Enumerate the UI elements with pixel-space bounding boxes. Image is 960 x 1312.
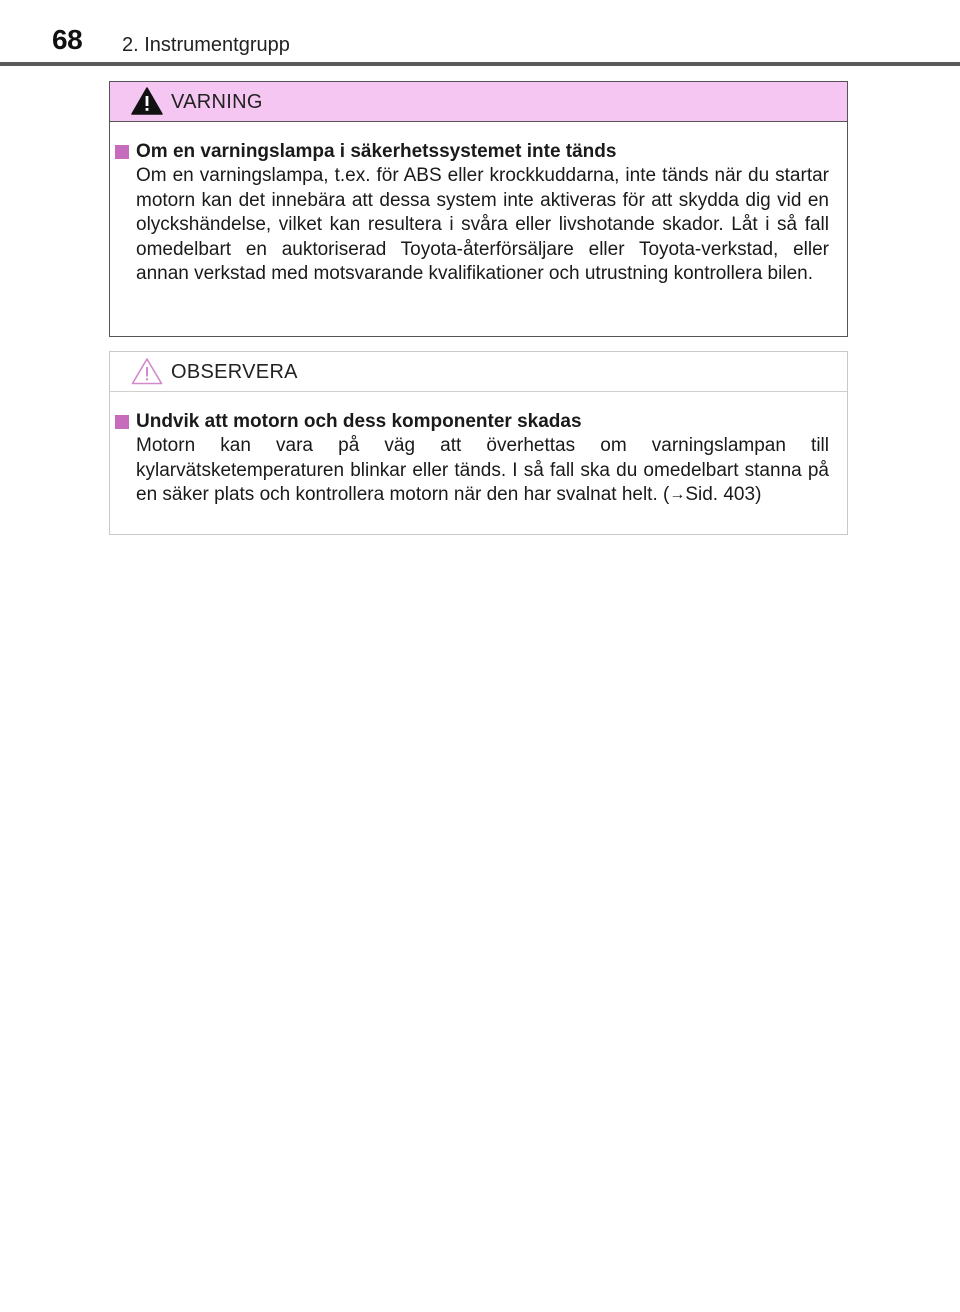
warning-box-header bbox=[110, 82, 847, 122]
notice-box-header bbox=[110, 352, 847, 392]
warning-box bbox=[109, 81, 848, 337]
section-title: 2. Instrumentgrupp bbox=[122, 34, 290, 56]
notice-item-text bbox=[110, 434, 829, 509]
notice-text-main: Motorn kan vara på väg att överhettas om varningslampan till kylarvätsketemperaturen blinkar eller tänds. I så fall ska du omedelbart stanna på en säker plats och kontrollera motorn när den har svalnat helt. ( bbox=[136, 435, 829, 505]
header-rule bbox=[0, 62, 960, 66]
warning-item-title-text: Om en varningslampa i säkerhetssystemet inte tänds bbox=[136, 141, 617, 162]
notice-box-body bbox=[110, 392, 847, 509]
arrow-right-icon: → bbox=[669, 486, 686, 503]
notice-label: OBSERVERA bbox=[171, 361, 298, 383]
notice-box bbox=[109, 351, 848, 535]
warning-item-text: Om en varningslampa, t.ex. för ABS eller krockkuddarna, inte tänds när du startar motorn kan det innebära att dessa system inte aktiveras för att skydda dig vid en olyckshändelse, vilket kan resultera i svåra eller livshotande skador. Låt i så fall omedelbart en auktoriserad Toyota-återförsäljare eller Toyota-verkstad, eller annan verkstad med motsvarande kvalifikationer och utrustning kontrollera bilen. bbox=[136, 165, 829, 284]
bullet-square-icon bbox=[115, 415, 129, 429]
warning-item-title bbox=[110, 140, 829, 164]
page-reference-link[interactable]: Sid. 403) bbox=[685, 484, 762, 505]
caution-triangle-icon bbox=[130, 356, 164, 386]
warning-label: VARNING bbox=[171, 91, 263, 113]
warning-triangle-icon bbox=[130, 86, 164, 116]
page-header bbox=[0, 0, 960, 66]
bullet-square-icon bbox=[115, 145, 129, 159]
page-number: 68 bbox=[52, 24, 83, 55]
warning-box-body bbox=[110, 122, 847, 287]
notice-item-title-text: Undvik att motorn och dess komponenter skadas bbox=[136, 411, 582, 432]
notice-item-title bbox=[110, 410, 829, 434]
